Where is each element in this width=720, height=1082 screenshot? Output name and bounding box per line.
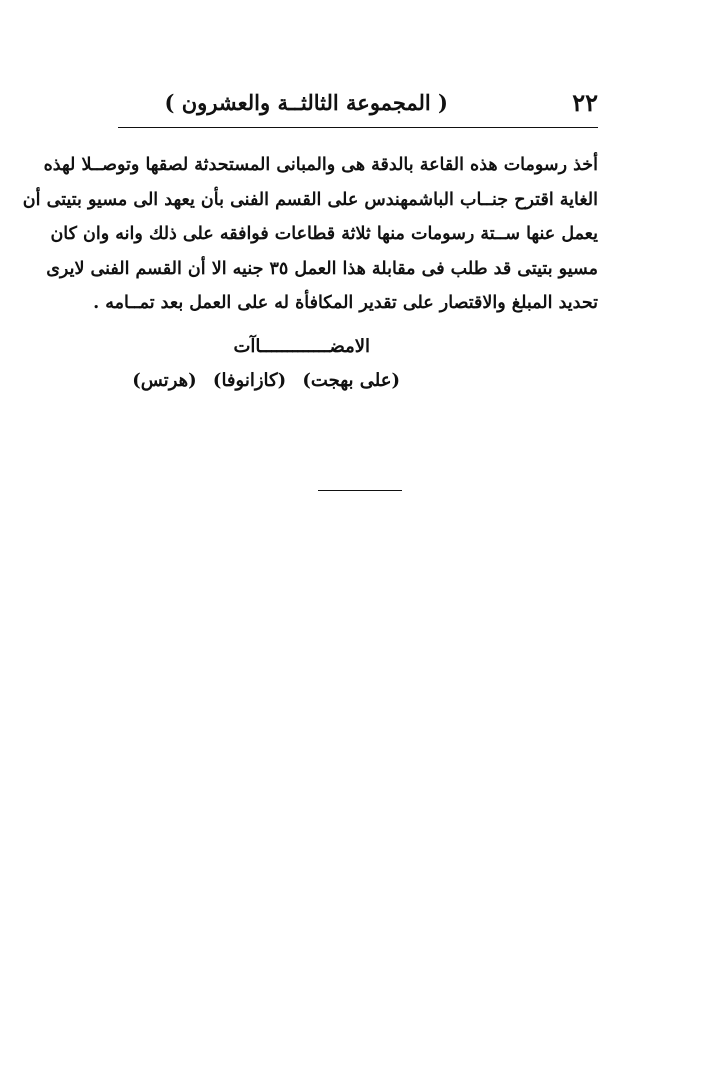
body-line: مسيو بتيتى قد طلب فى مقابلة هذا العمل ٣٥ جنيه الا أن القسم الفنى لايرى (46, 258, 598, 279)
end-divider (318, 490, 402, 491)
page-number: ٢٢ (572, 88, 598, 117)
body-line: يعمل عنها ســتة رسومات منها ثلاثة قطاعات فوافقه على ذلك وانه وان كان (50, 224, 598, 245)
signatory-name: (على بهجت) (302, 370, 400, 391)
signatory-name: (هرتس) (132, 370, 197, 391)
page-header (118, 88, 598, 122)
body-line: أخذ رسومات هذه القاعة بالدقة هى والمبانى المستحدثة لصقها وتوصــلا لهذه (43, 155, 598, 175)
signatory-name: (كازانوفا) (212, 370, 287, 391)
header-divider (118, 127, 598, 128)
body-paragraph (22, 148, 598, 321)
signatures-label: الامضـــــــــــــاآت (233, 336, 370, 357)
body-line: تحديد المبلغ والاقتصار على تقدير المكافأة له على العمل بعد تمــامه . (93, 293, 598, 314)
signatories (132, 370, 400, 391)
running-title: ( المجموعة الثالثــة والعشرون ) (164, 90, 448, 115)
body-line: الغاية اقترح جنــاب الباشمهندس على القسم الفنى بأن يعهد الى مسيو بتيتى أن (22, 189, 598, 210)
